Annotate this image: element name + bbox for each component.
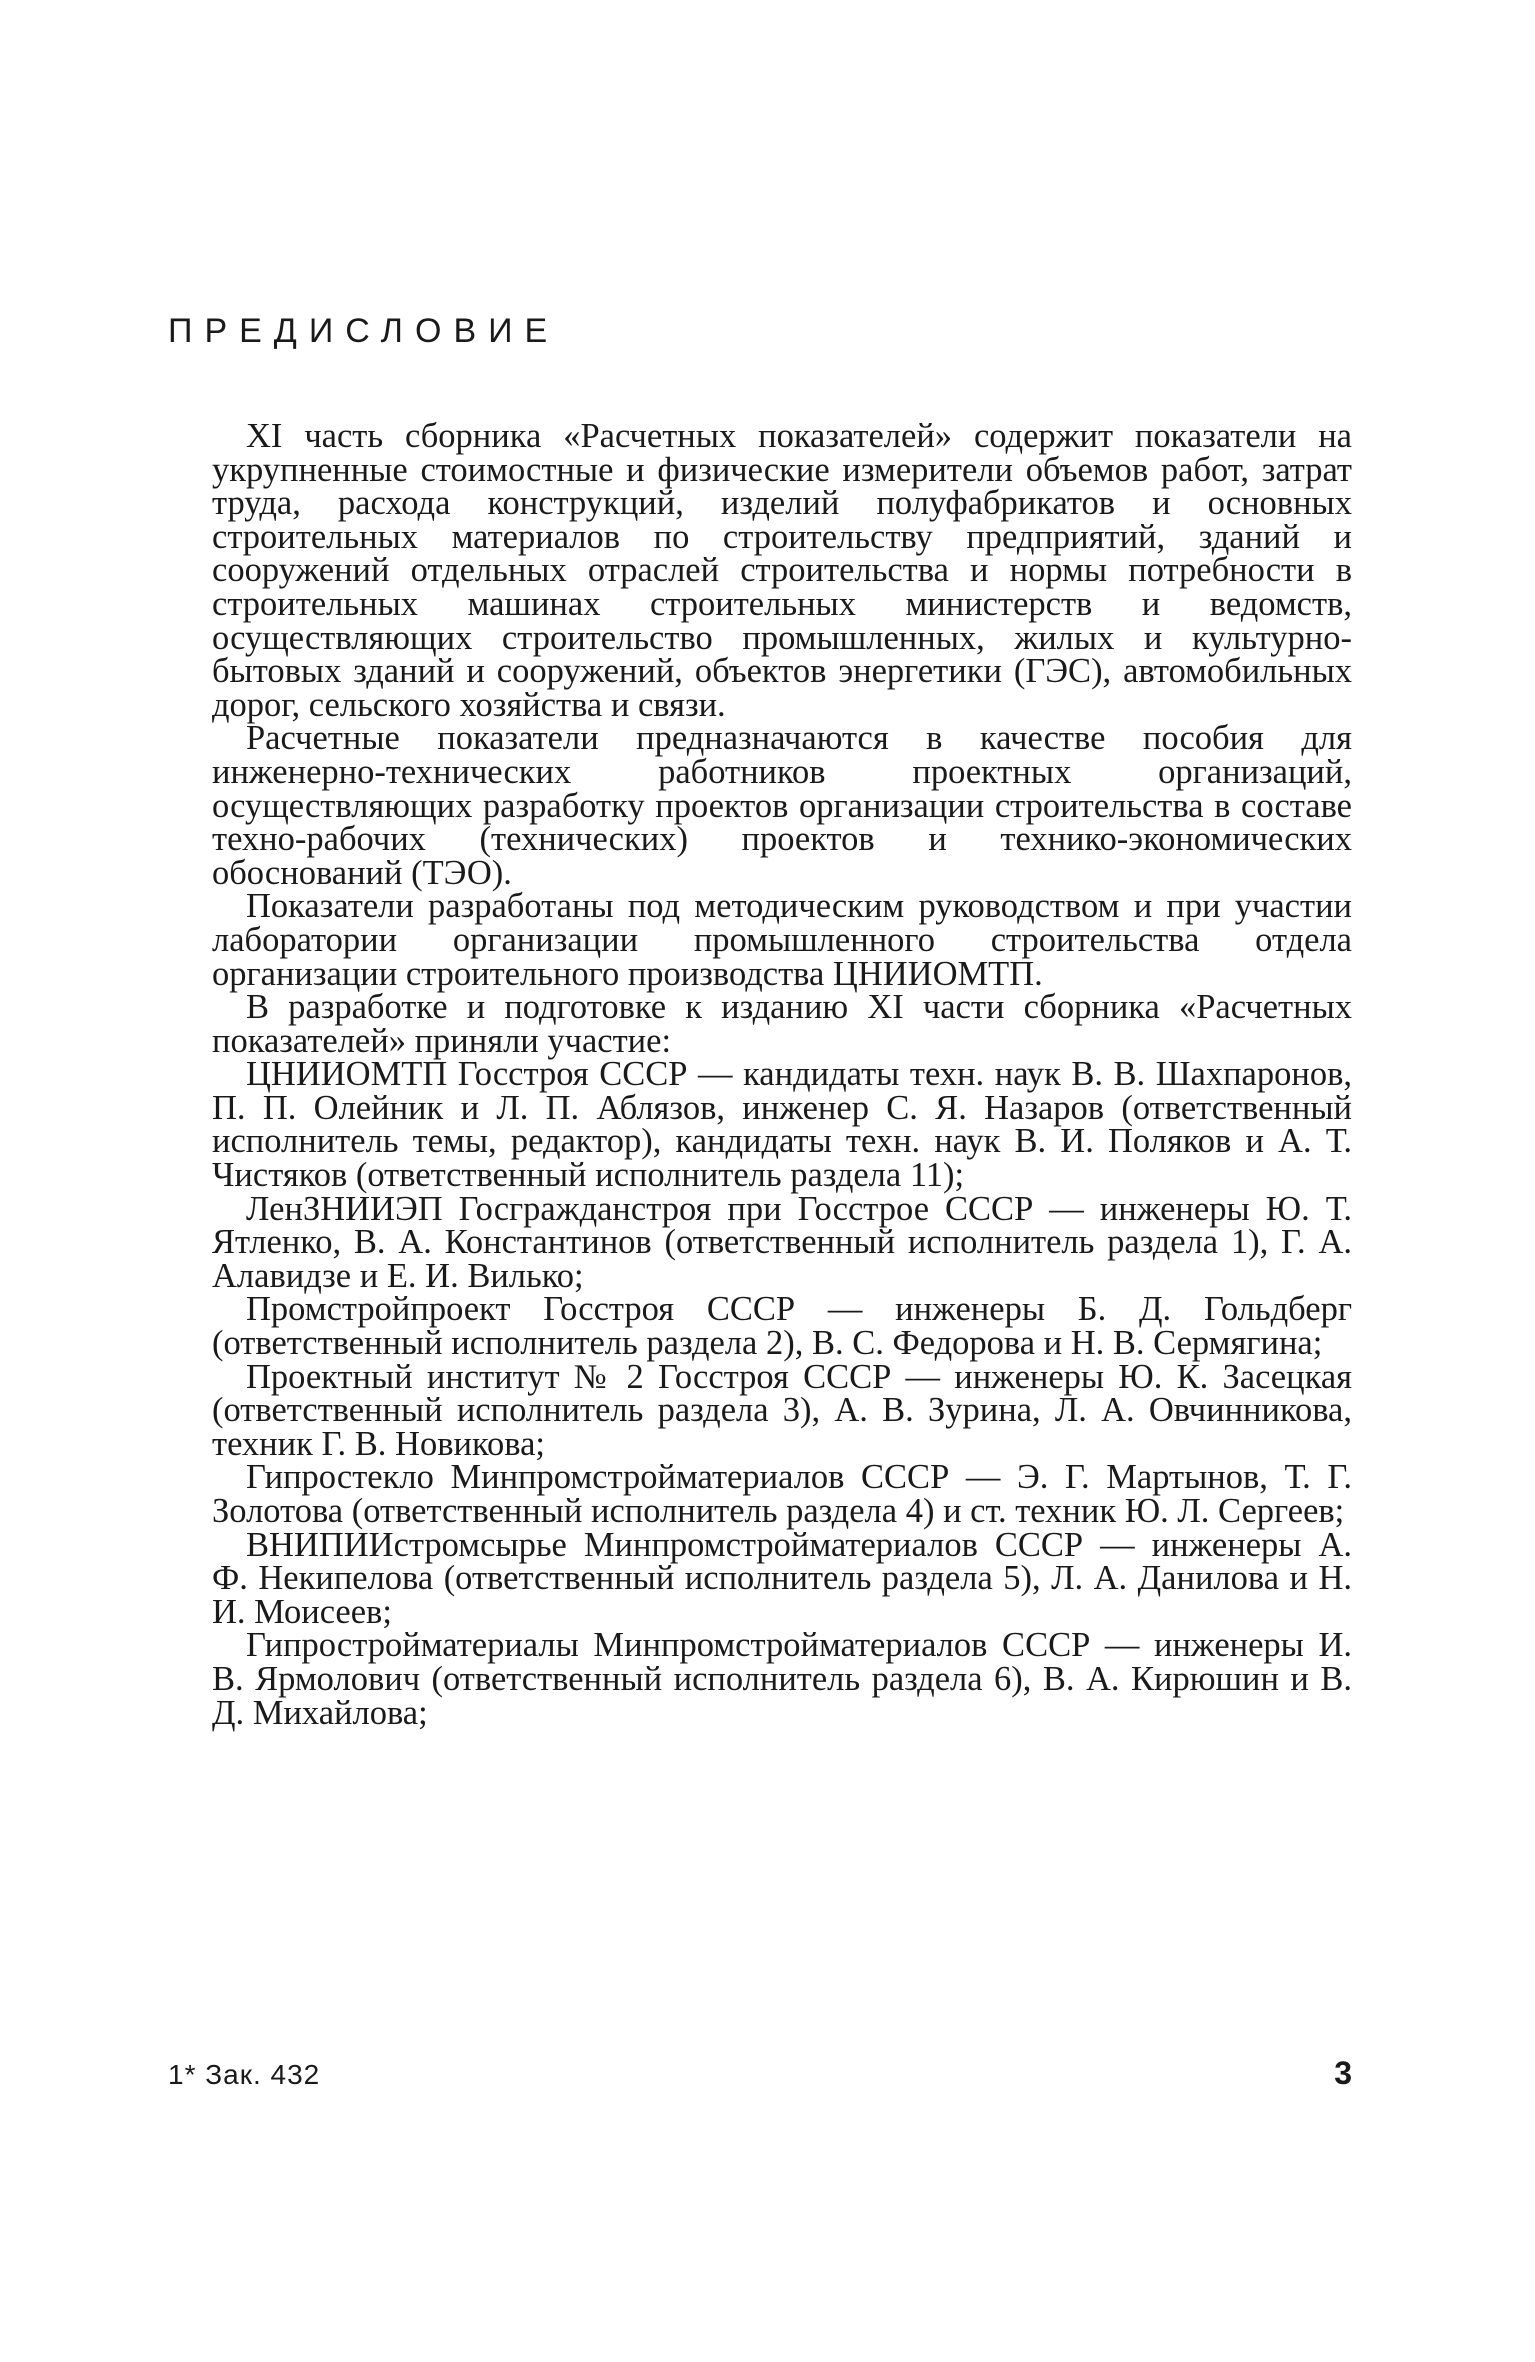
order-note: 1* Зак. 432 [168, 2059, 321, 2090]
page-number: 3 [1334, 2055, 1352, 2091]
paragraph-purpose: Расчетные показатели предназначаются в качестве пособия для инженерно-технических работников проектных организаций, осуществляющих разработку проектов организации строительства в составе техно-рабочих (технических) проектов и технико-экономических обоснований (ТЭО). [212, 719, 1352, 892]
paragraph-intro: XI часть сборника «Расчетных показателей» содержит показатели на укрупненные стоимостные и физические измерители объемов работ, затрат труда, расхода конструкций, изделий полуфабрикатов и основных строительных материалов по строительству предприятий, зданий и сооружений отдельных отраслей строительства и нормы потребности в строительных машинах строительных министерств и ведомств, осуществляющих строительство промышленных, жилых и культурно-бытовых зданий и сооружений, объектов энергетики (ГЭС), автомобильных дорог, сельского хозяйства и связи. [212, 417, 1352, 724]
paragraph-contributor: Проектный институт № 2 Госстроя СССР — инженеры Ю. К. Засецкая (ответственный исполнитель раздела 3), А. В. Зурина, Л. А. Овчинникова, техник Г. В. Новикова; [212, 1357, 1352, 1463]
paragraph-contributor: ЛенЗНИИЭП Госгражданстроя при Госстрое СССР — инженеры Ю. Т. Ятленко, В. А. Константинов (ответственный исполнитель раздела 1), Г. А. Алавидзе и Е. И. Вилько; [212, 1189, 1352, 1295]
paragraph-contributor: Промстройпроект Госстроя СССР — инженеры Б. Д. Гольдберг (ответственный исполнитель раздела 2), В. С. Федорова и Н. В. Сермягина; [212, 1290, 1352, 1363]
page-title: ПРЕДИСЛОВИЕ [168, 312, 560, 350]
paragraph-contributor: ВНИПИИстромсырье Минпромстройматериалов СССР — инженеры А. Ф. Некипелова (ответственный исполнитель раздела 5), Л. А. Данилова и Н. И. Моисеев; [212, 1525, 1352, 1631]
paragraph-methodology: Показатели разработаны под методическим руководством и при участии лаборатории организации промышленного строительства отдела организации строительного производства ЦНИИОМТП. [212, 887, 1352, 993]
preface-body [212, 417, 1352, 1732]
paragraph-contributor: Гипростекло Минпромстройматериалов СССР — Э. Г. Мартынов, Т. Г. Золотова (ответственный исполнитель раздела 4) и ст. техник Ю. Л. Сергеев; [212, 1458, 1352, 1530]
page-footer [168, 2055, 1352, 2092]
paragraph-contributor: Гипростройматериалы Минпромстройматериалов СССР — инженеры И. В. Ярмолович (ответственный исполнитель раздела 6), В. А. Кирюшин и В. Д. Михайлова; [212, 1626, 1352, 1732]
paragraph-contributors-intro: В разработке и подготовке к изданию XI части сборника «Расчетных показателей» приняли участие: [212, 988, 1352, 1060]
paragraph-contributor: ЦНИИОМТП Госстроя СССР — кандидаты техн. наук В. В. Шахпаронов, П. П. Олейник и Л. П. Аблязов, инженер С. Я. Назаров (ответственный исполнитель темы, редактор), кандидаты техн. наук В. И. Поляков и А. Т. Чистяков (ответственный исполнитель раздела 11); [212, 1055, 1352, 1195]
